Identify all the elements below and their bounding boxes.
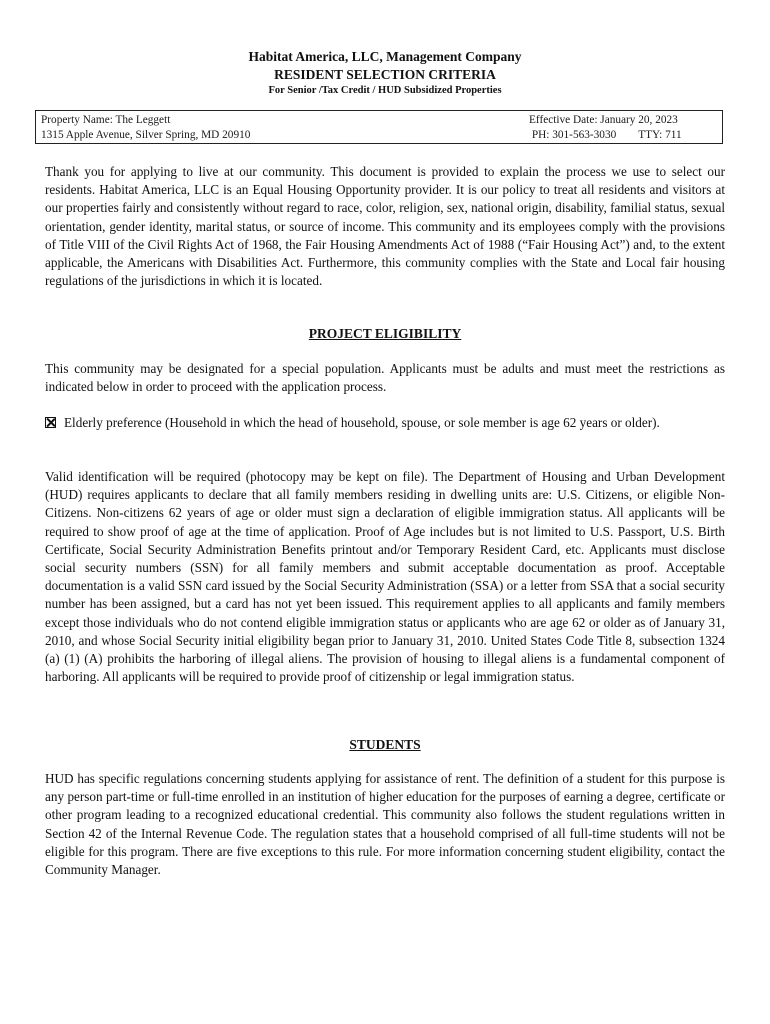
property-info-left (41, 113, 250, 143)
eligibility-intro-paragraph: This community may be designated for a special population. Applicants must be adults and must meet the restrictions as indicated below in order to proceed with the application process. (45, 361, 725, 395)
document-subtitle: For Senior /Tax Credit / HUD Subsidized Properties (268, 85, 502, 96)
document-title: RESIDENT SELECTION CRITERIA (274, 67, 496, 82)
students-paragraph: HUD has specific regulations concerning students applying for assistance of rent. The definition of a student for this purpose is any person part-time or full-time enrolled in an institution of higher education for the purposes of earning a degree, certificate or other program leading to a recognized educational credential. This community also follows the student regulations written in Section 42 of the Internal Revenue Code. The regulation states that a household comprised of all full-time students will not be eligible for this program. There are five exceptions to this rule. For more information concerning student eligibility, contact the Community Manager. (45, 771, 725, 878)
effective-date: Effective Date: January 20, 2023 (529, 114, 678, 126)
property-name: Property Name: The Leggett (41, 114, 171, 126)
elderly-preference-checkbox[interactable] (45, 417, 56, 428)
property-address: 1315 Apple Avenue, Silver Spring, MD 20910 (41, 129, 251, 141)
company-name: Habitat America, LLC, Management Company (248, 49, 522, 64)
phone-number: PH: 301-563-3030 (531, 129, 617, 141)
elderly-preference-item (45, 414, 725, 432)
tty-number: TTY: 711 (638, 129, 682, 141)
students-heading: STUDENTS (349, 737, 421, 752)
project-eligibility-heading: PROJECT ELIGIBILITY (308, 326, 462, 341)
elderly-preference-text: Elderly preference (Household in which the head of household, spouse, or sole member is age 62 years or older). (64, 415, 660, 430)
property-info-box (35, 110, 723, 144)
intro-paragraph: Thank you for applying to live at our community. This document is provided to explain the process we use to select our residents. Habitat America, LLC is an Equal Housing Opportunity provider. It is our policy to treat all residents and visitors at our properties fairly and consistently without regard to race, color, religion, sex, national origin, disability, familial status, sexual orientation, gender identity, marital status, or source of income. This community and its employees comply with the provisions of Title VIII of the Civil Rights Act of 1968, the Fair Housing Amendments Act of 1988 (“Fair Housing Act”) and, to the extent applicable, the Americans with Disabilities Act. Furthermore, this community complies with the State and Local fair housing regulations of the jurisdictions in which it is located. (45, 164, 725, 289)
identification-paragraph: Valid identification will be required (photocopy may be kept on file). The Department of Housing and Urban Development (HUD) requires applicants to declare that all family members residing in dwelling units are: U.S. Citizens, or eligible Non-Citizens. Non-citizens 62 years of age or older must sign a declaration of eligible immigration status. All applicants will be required to show proof of age at the time of application. Proof of Age includes but is not limited to U.S. Passport, U.S. Birth Certificate, Social Security Administration Benefits printout and/or Temporary Resident Card, etc. Applicants must disclose social security numbers (SSN) for all family members and submit acceptable documentation as proof. Acceptable documentation is a valid SSN card issued by the Social Security Administration (SSA) or a letter from SSA that a social security number has been assigned, but a card has not yet been issued. This requirement applies to all applicants and family members except those individuals who do not contend eligible immigration status or applicants who are age 62 or older as of January 31, 2010, and whose Social Security initial eligibility began prior to January 31, 2010. United States Code Title 8, subsection 1324 (a) (1) (A) prohibits the harboring of illegal aliens. The provision of housing to illegal aliens is a fundamental component of harboring. All applicants will be required to provide proof of citizenship or legal immigration status. (45, 469, 725, 685)
contact-line (529, 128, 682, 143)
property-info-right (529, 113, 682, 143)
